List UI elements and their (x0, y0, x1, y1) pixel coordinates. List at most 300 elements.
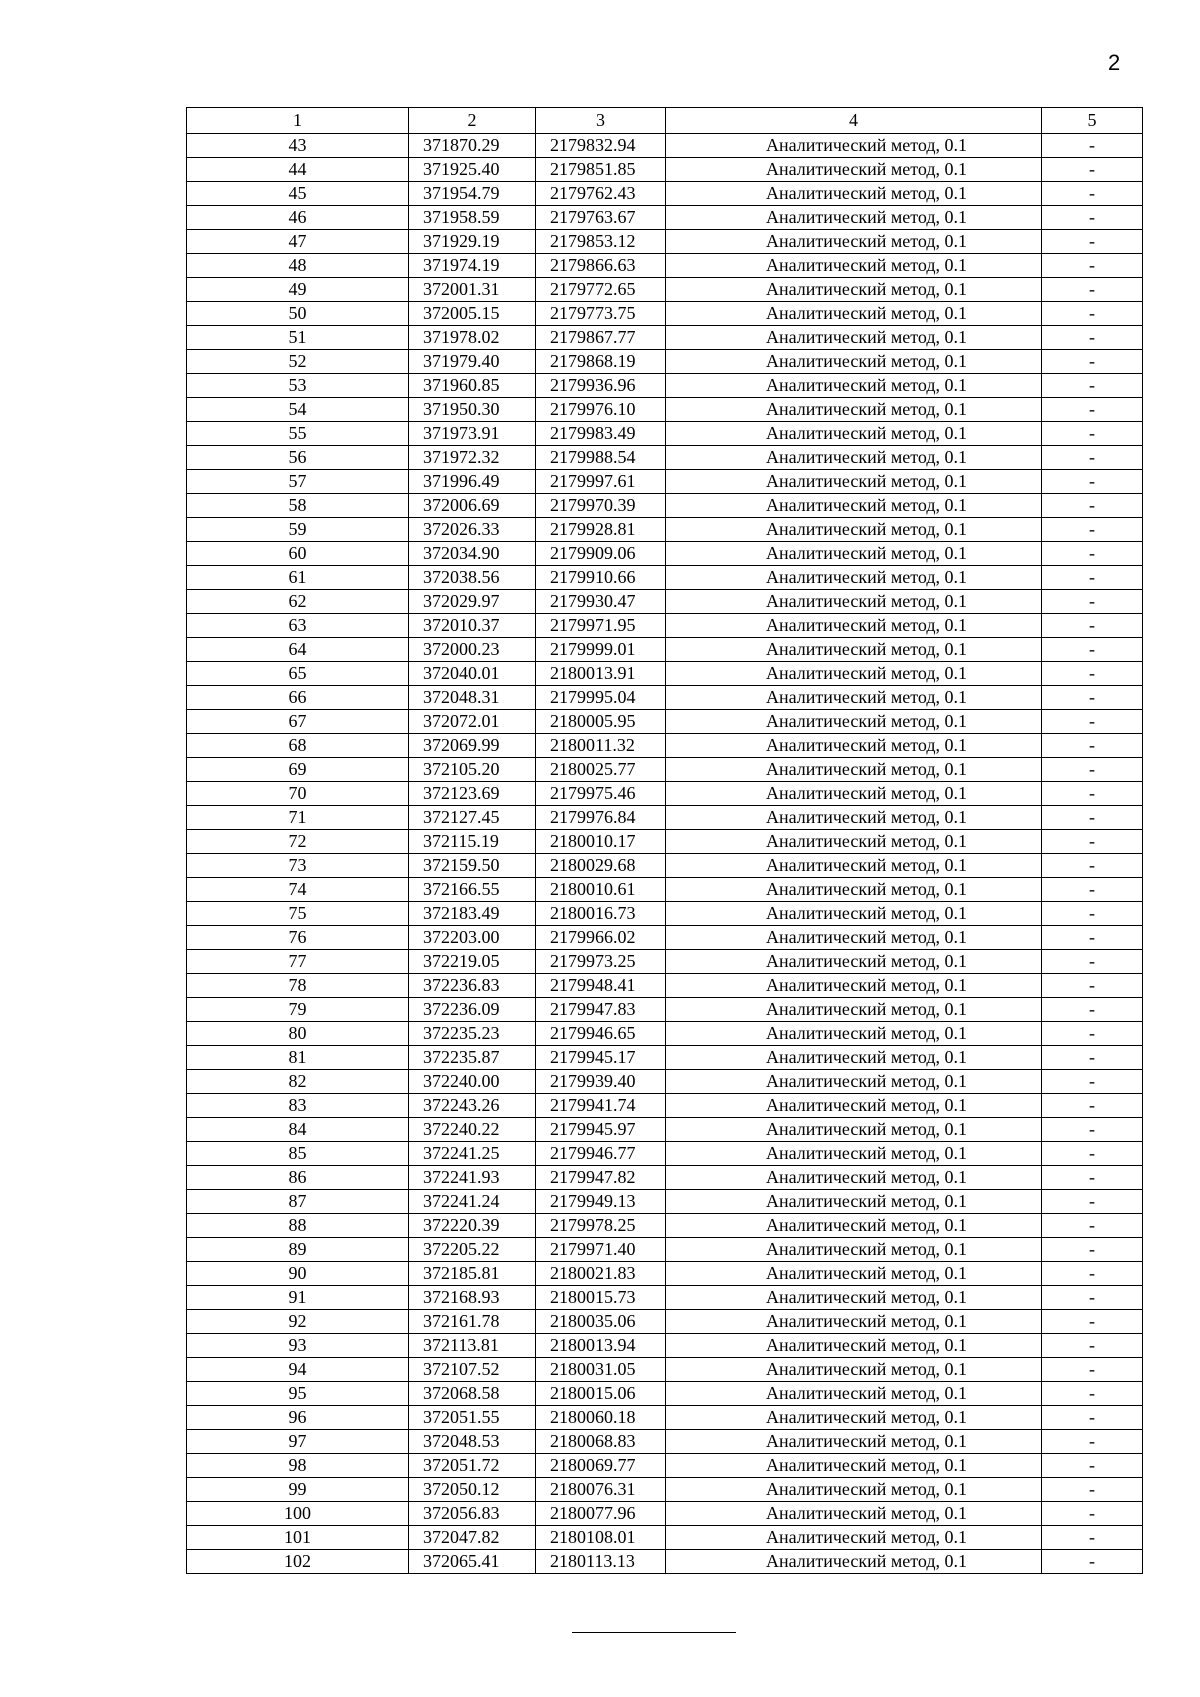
description-cell: - (1042, 182, 1143, 206)
description-cell: - (1042, 902, 1143, 926)
point-number-cell: 94 (187, 1358, 409, 1382)
description-cell: - (1042, 1430, 1143, 1454)
description-cell: - (1042, 278, 1143, 302)
table-row (187, 1310, 1143, 1334)
y-coordinate-cell: 2179970.39 (536, 494, 666, 518)
method-cell: Аналитический метод, 0.1 (666, 806, 1042, 830)
method-cell: Аналитический метод, 0.1 (666, 494, 1042, 518)
table-row (187, 566, 1143, 590)
y-coordinate-cell: 2179868.19 (536, 350, 666, 374)
point-number-cell: 67 (187, 710, 409, 734)
y-coordinate-cell: 2180013.91 (536, 662, 666, 686)
header-cell-x-coordinate: 2 (409, 108, 536, 134)
x-coordinate-cell: 372034.90 (409, 542, 536, 566)
x-coordinate-cell: 372220.39 (409, 1214, 536, 1238)
footer-rule (572, 1632, 736, 1633)
description-cell: - (1042, 302, 1143, 326)
table-row (187, 1358, 1143, 1382)
table-row (187, 1190, 1143, 1214)
point-number-cell: 96 (187, 1406, 409, 1430)
method-cell: Аналитический метод, 0.1 (666, 1166, 1042, 1190)
point-number-cell: 47 (187, 230, 409, 254)
point-number-cell: 86 (187, 1166, 409, 1190)
y-coordinate-cell: 2180029.68 (536, 854, 666, 878)
method-cell: Аналитический метод, 0.1 (666, 830, 1042, 854)
x-coordinate-cell: 372236.83 (409, 974, 536, 998)
table-row (187, 422, 1143, 446)
table-row (187, 806, 1143, 830)
y-coordinate-cell: 2179948.41 (536, 974, 666, 998)
y-coordinate-cell: 2179997.61 (536, 470, 666, 494)
point-number-cell: 72 (187, 830, 409, 854)
table-row (187, 1406, 1143, 1430)
table-row (187, 1430, 1143, 1454)
point-number-cell: 99 (187, 1478, 409, 1502)
point-number-cell: 45 (187, 182, 409, 206)
method-cell: Аналитический метод, 0.1 (666, 662, 1042, 686)
description-cell: - (1042, 230, 1143, 254)
method-cell: Аналитический метод, 0.1 (666, 1118, 1042, 1142)
point-number-cell: 88 (187, 1214, 409, 1238)
point-number-cell: 89 (187, 1238, 409, 1262)
x-coordinate-cell: 372185.81 (409, 1262, 536, 1286)
description-cell: - (1042, 446, 1143, 470)
y-coordinate-cell: 2180025.77 (536, 758, 666, 782)
method-cell: Аналитический метод, 0.1 (666, 1358, 1042, 1382)
y-coordinate-cell: 2179971.95 (536, 614, 666, 638)
table-row (187, 1166, 1143, 1190)
table-row (187, 1022, 1143, 1046)
x-coordinate-cell: 372051.72 (409, 1454, 536, 1478)
y-coordinate-cell: 2179995.04 (536, 686, 666, 710)
table-row (187, 1262, 1143, 1286)
description-cell: - (1042, 638, 1143, 662)
table-body (187, 134, 1143, 1574)
table-row (187, 326, 1143, 350)
x-coordinate-cell: 371954.79 (409, 182, 536, 206)
description-cell: - (1042, 1502, 1143, 1526)
x-coordinate-cell: 372241.25 (409, 1142, 536, 1166)
table-row (187, 974, 1143, 998)
x-coordinate-cell: 372005.15 (409, 302, 536, 326)
table-row (187, 782, 1143, 806)
method-cell: Аналитический метод, 0.1 (666, 1070, 1042, 1094)
table-row (187, 614, 1143, 638)
table-row (187, 542, 1143, 566)
table-row (187, 662, 1143, 686)
y-coordinate-cell: 2179930.47 (536, 590, 666, 614)
method-cell: Аналитический метод, 0.1 (666, 590, 1042, 614)
description-cell: - (1042, 1166, 1143, 1190)
method-cell: Аналитический метод, 0.1 (666, 1286, 1042, 1310)
method-cell: Аналитический метод, 0.1 (666, 374, 1042, 398)
method-cell: Аналитический метод, 0.1 (666, 134, 1042, 158)
y-coordinate-cell: 2180013.94 (536, 1334, 666, 1358)
method-cell: Аналитический метод, 0.1 (666, 758, 1042, 782)
description-cell: - (1042, 374, 1143, 398)
y-coordinate-cell: 2180113.13 (536, 1550, 666, 1574)
method-cell: Аналитический метод, 0.1 (666, 734, 1042, 758)
method-cell: Аналитический метод, 0.1 (666, 854, 1042, 878)
table-row (187, 1526, 1143, 1550)
table-row (187, 638, 1143, 662)
method-cell: Аналитический метод, 0.1 (666, 1526, 1042, 1550)
method-cell: Аналитический метод, 0.1 (666, 878, 1042, 902)
description-cell: - (1042, 590, 1143, 614)
method-cell: Аналитический метод, 0.1 (666, 974, 1042, 998)
point-number-cell: 55 (187, 422, 409, 446)
method-cell: Аналитический метод, 0.1 (666, 254, 1042, 278)
y-coordinate-cell: 2179971.40 (536, 1238, 666, 1262)
method-cell: Аналитический метод, 0.1 (666, 182, 1042, 206)
y-coordinate-cell: 2179983.49 (536, 422, 666, 446)
description-cell: - (1042, 878, 1143, 902)
table-row (187, 686, 1143, 710)
table-row (187, 1286, 1143, 1310)
x-coordinate-cell: 371950.30 (409, 398, 536, 422)
table-row (187, 734, 1143, 758)
y-coordinate-cell: 2179946.77 (536, 1142, 666, 1166)
method-cell: Аналитический метод, 0.1 (666, 1382, 1042, 1406)
description-cell: - (1042, 950, 1143, 974)
method-cell: Аналитический метод, 0.1 (666, 206, 1042, 230)
description-cell: - (1042, 662, 1143, 686)
x-coordinate-cell: 371996.49 (409, 470, 536, 494)
table-row (187, 1046, 1143, 1070)
method-cell: Аналитический метод, 0.1 (666, 950, 1042, 974)
point-number-cell: 79 (187, 998, 409, 1022)
method-cell: Аналитический метод, 0.1 (666, 278, 1042, 302)
y-coordinate-cell: 2180068.83 (536, 1430, 666, 1454)
x-coordinate-cell: 371978.02 (409, 326, 536, 350)
y-coordinate-cell: 2179976.84 (536, 806, 666, 830)
x-coordinate-cell: 372115.19 (409, 830, 536, 854)
description-cell: - (1042, 1382, 1143, 1406)
x-coordinate-cell: 372183.49 (409, 902, 536, 926)
method-cell: Аналитический метод, 0.1 (666, 158, 1042, 182)
point-number-cell: 102 (187, 1550, 409, 1574)
x-coordinate-cell: 372161.78 (409, 1310, 536, 1334)
table-row (187, 950, 1143, 974)
header-row (187, 108, 1143, 134)
y-coordinate-cell: 2179853.12 (536, 230, 666, 254)
table-row (187, 590, 1143, 614)
y-coordinate-cell: 2179909.06 (536, 542, 666, 566)
point-number-cell: 78 (187, 974, 409, 998)
method-cell: Аналитический метод, 0.1 (666, 902, 1042, 926)
method-cell: Аналитический метод, 0.1 (666, 782, 1042, 806)
point-number-cell: 75 (187, 902, 409, 926)
x-coordinate-cell: 372241.24 (409, 1190, 536, 1214)
x-coordinate-cell: 372205.22 (409, 1238, 536, 1262)
y-coordinate-cell: 2179978.25 (536, 1214, 666, 1238)
x-coordinate-cell: 371958.59 (409, 206, 536, 230)
method-cell: Аналитический метод, 0.1 (666, 566, 1042, 590)
y-coordinate-cell: 2180011.32 (536, 734, 666, 758)
x-coordinate-cell: 372243.26 (409, 1094, 536, 1118)
point-number-cell: 57 (187, 470, 409, 494)
table-row (187, 446, 1143, 470)
x-coordinate-cell: 372000.23 (409, 638, 536, 662)
description-cell: - (1042, 158, 1143, 182)
description-cell: - (1042, 710, 1143, 734)
table-row (187, 1238, 1143, 1262)
x-coordinate-cell: 372127.45 (409, 806, 536, 830)
table-row (187, 134, 1143, 158)
description-cell: - (1042, 1406, 1143, 1430)
point-number-cell: 76 (187, 926, 409, 950)
table-row (187, 254, 1143, 278)
table-row (187, 470, 1143, 494)
x-coordinate-cell: 372235.87 (409, 1046, 536, 1070)
y-coordinate-cell: 2180035.06 (536, 1310, 666, 1334)
table-row (187, 518, 1143, 542)
y-coordinate-cell: 2180010.61 (536, 878, 666, 902)
table-row (187, 1502, 1143, 1526)
y-coordinate-cell: 2180060.18 (536, 1406, 666, 1430)
description-cell: - (1042, 758, 1143, 782)
description-cell: - (1042, 254, 1143, 278)
x-coordinate-cell: 372235.23 (409, 1022, 536, 1046)
x-coordinate-cell: 372026.33 (409, 518, 536, 542)
x-coordinate-cell: 372047.82 (409, 1526, 536, 1550)
x-coordinate-cell: 372072.01 (409, 710, 536, 734)
table-row (187, 158, 1143, 182)
y-coordinate-cell: 2179851.85 (536, 158, 666, 182)
table-row (187, 1142, 1143, 1166)
x-coordinate-cell: 372236.09 (409, 998, 536, 1022)
point-number-cell: 92 (187, 1310, 409, 1334)
y-coordinate-cell: 2180005.95 (536, 710, 666, 734)
table-row (187, 1478, 1143, 1502)
point-number-cell: 56 (187, 446, 409, 470)
y-coordinate-cell: 2180010.17 (536, 830, 666, 854)
y-coordinate-cell: 2179999.01 (536, 638, 666, 662)
method-cell: Аналитический метод, 0.1 (666, 686, 1042, 710)
point-number-cell: 64 (187, 638, 409, 662)
table-row (187, 1094, 1143, 1118)
x-coordinate-cell: 372166.55 (409, 878, 536, 902)
method-cell: Аналитический метод, 0.1 (666, 1022, 1042, 1046)
y-coordinate-cell: 2179936.96 (536, 374, 666, 398)
x-coordinate-cell: 372010.37 (409, 614, 536, 638)
description-cell: - (1042, 1190, 1143, 1214)
point-number-cell: 90 (187, 1262, 409, 1286)
y-coordinate-cell: 2180016.73 (536, 902, 666, 926)
point-number-cell: 83 (187, 1094, 409, 1118)
table-row (187, 1334, 1143, 1358)
method-cell: Аналитический метод, 0.1 (666, 518, 1042, 542)
x-coordinate-cell: 372051.55 (409, 1406, 536, 1430)
description-cell: - (1042, 326, 1143, 350)
y-coordinate-cell: 2179976.10 (536, 398, 666, 422)
table-row (187, 1070, 1143, 1094)
header-cell-point-number: 1 (187, 108, 409, 134)
x-coordinate-cell: 371979.40 (409, 350, 536, 374)
x-coordinate-cell: 372048.31 (409, 686, 536, 710)
x-coordinate-cell: 371973.91 (409, 422, 536, 446)
method-cell: Аналитический метод, 0.1 (666, 1454, 1042, 1478)
point-number-cell: 48 (187, 254, 409, 278)
y-coordinate-cell: 2179988.54 (536, 446, 666, 470)
y-coordinate-cell: 2179762.43 (536, 182, 666, 206)
description-cell: - (1042, 974, 1143, 998)
point-number-cell: 98 (187, 1454, 409, 1478)
description-cell: - (1042, 1286, 1143, 1310)
header-cell-y-coordinate: 3 (536, 108, 666, 134)
x-coordinate-cell: 371972.32 (409, 446, 536, 470)
x-coordinate-cell: 372068.58 (409, 1382, 536, 1406)
method-cell: Аналитический метод, 0.1 (666, 326, 1042, 350)
table-row (187, 374, 1143, 398)
method-cell: Аналитический метод, 0.1 (666, 422, 1042, 446)
point-number-cell: 91 (187, 1286, 409, 1310)
point-number-cell: 70 (187, 782, 409, 806)
x-coordinate-cell: 372038.56 (409, 566, 536, 590)
x-coordinate-cell: 372219.05 (409, 950, 536, 974)
description-cell: - (1042, 1526, 1143, 1550)
x-coordinate-cell: 371960.85 (409, 374, 536, 398)
description-cell: - (1042, 854, 1143, 878)
table-row (187, 998, 1143, 1022)
point-number-cell: 54 (187, 398, 409, 422)
method-cell: Аналитический метод, 0.1 (666, 926, 1042, 950)
x-coordinate-cell: 371974.19 (409, 254, 536, 278)
point-number-cell: 68 (187, 734, 409, 758)
y-coordinate-cell: 2179945.17 (536, 1046, 666, 1070)
method-cell: Аналитический метод, 0.1 (666, 230, 1042, 254)
point-number-cell: 97 (187, 1430, 409, 1454)
x-coordinate-cell: 372240.00 (409, 1070, 536, 1094)
y-coordinate-cell: 2179928.81 (536, 518, 666, 542)
table-row (187, 182, 1143, 206)
y-coordinate-cell: 2179946.65 (536, 1022, 666, 1046)
method-cell: Аналитический метод, 0.1 (666, 1238, 1042, 1262)
table-header (187, 108, 1143, 134)
y-coordinate-cell: 2180031.05 (536, 1358, 666, 1382)
method-cell: Аналитический метод, 0.1 (666, 1550, 1042, 1574)
y-coordinate-cell: 2179966.02 (536, 926, 666, 950)
method-cell: Аналитический метод, 0.1 (666, 1334, 1042, 1358)
x-coordinate-cell: 372168.93 (409, 1286, 536, 1310)
table-row (187, 206, 1143, 230)
y-coordinate-cell: 2179867.77 (536, 326, 666, 350)
y-coordinate-cell: 2180021.83 (536, 1262, 666, 1286)
description-cell: - (1042, 1142, 1143, 1166)
point-number-cell: 53 (187, 374, 409, 398)
description-cell: - (1042, 350, 1143, 374)
x-coordinate-cell: 371925.40 (409, 158, 536, 182)
table-row (187, 1214, 1143, 1238)
x-coordinate-cell: 372001.31 (409, 278, 536, 302)
description-cell: - (1042, 1070, 1143, 1094)
point-number-cell: 100 (187, 1502, 409, 1526)
method-cell: Аналитический метод, 0.1 (666, 1430, 1042, 1454)
table-row (187, 1382, 1143, 1406)
x-coordinate-cell: 372048.53 (409, 1430, 536, 1454)
x-coordinate-cell: 371929.19 (409, 230, 536, 254)
point-number-cell: 93 (187, 1334, 409, 1358)
point-number-cell: 51 (187, 326, 409, 350)
point-number-cell: 84 (187, 1118, 409, 1142)
method-cell: Аналитический метод, 0.1 (666, 1190, 1042, 1214)
point-number-cell: 85 (187, 1142, 409, 1166)
table-row (187, 398, 1143, 422)
table-row (187, 350, 1143, 374)
y-coordinate-cell: 2180076.31 (536, 1478, 666, 1502)
x-coordinate-cell: 372241.93 (409, 1166, 536, 1190)
table-row (187, 854, 1143, 878)
description-cell: - (1042, 1094, 1143, 1118)
x-coordinate-cell: 372105.20 (409, 758, 536, 782)
method-cell: Аналитический метод, 0.1 (666, 1502, 1042, 1526)
table-row (187, 1118, 1143, 1142)
description-cell: - (1042, 1478, 1143, 1502)
description-cell: - (1042, 998, 1143, 1022)
x-coordinate-cell: 372240.22 (409, 1118, 536, 1142)
x-coordinate-cell: 372203.00 (409, 926, 536, 950)
table-row (187, 830, 1143, 854)
y-coordinate-cell: 2179947.82 (536, 1166, 666, 1190)
point-number-cell: 59 (187, 518, 409, 542)
method-cell: Аналитический метод, 0.1 (666, 1142, 1042, 1166)
description-cell: - (1042, 1214, 1143, 1238)
y-coordinate-cell: 2179939.40 (536, 1070, 666, 1094)
method-cell: Аналитический метод, 0.1 (666, 1478, 1042, 1502)
method-cell: Аналитический метод, 0.1 (666, 470, 1042, 494)
y-coordinate-cell: 2180108.01 (536, 1526, 666, 1550)
x-coordinate-cell: 372056.83 (409, 1502, 536, 1526)
method-cell: Аналитический метод, 0.1 (666, 302, 1042, 326)
table-row (187, 278, 1143, 302)
point-number-cell: 49 (187, 278, 409, 302)
table-row (187, 902, 1143, 926)
description-cell: - (1042, 686, 1143, 710)
table-row (187, 230, 1143, 254)
y-coordinate-cell: 2180077.96 (536, 1502, 666, 1526)
description-cell: - (1042, 1310, 1143, 1334)
y-coordinate-cell: 2179773.75 (536, 302, 666, 326)
method-cell: Аналитический метод, 0.1 (666, 614, 1042, 638)
point-number-cell: 101 (187, 1526, 409, 1550)
y-coordinate-cell: 2179941.74 (536, 1094, 666, 1118)
description-cell: - (1042, 1262, 1143, 1286)
description-cell: - (1042, 1022, 1143, 1046)
point-number-cell: 52 (187, 350, 409, 374)
point-number-cell: 87 (187, 1190, 409, 1214)
point-number-cell: 69 (187, 758, 409, 782)
point-number-cell: 74 (187, 878, 409, 902)
description-cell: - (1042, 1454, 1143, 1478)
point-number-cell: 77 (187, 950, 409, 974)
x-coordinate-cell: 372050.12 (409, 1478, 536, 1502)
y-coordinate-cell: 2179949.13 (536, 1190, 666, 1214)
point-number-cell: 62 (187, 590, 409, 614)
point-number-cell: 61 (187, 566, 409, 590)
coordinates-table (186, 107, 1143, 1574)
method-cell: Аналитический метод, 0.1 (666, 542, 1042, 566)
method-cell: Аналитический метод, 0.1 (666, 998, 1042, 1022)
table-row (187, 926, 1143, 950)
header-cell-method: 4 (666, 108, 1042, 134)
point-number-cell: 73 (187, 854, 409, 878)
point-number-cell: 81 (187, 1046, 409, 1070)
point-number-cell: 46 (187, 206, 409, 230)
x-coordinate-cell: 372006.69 (409, 494, 536, 518)
y-coordinate-cell: 2179763.67 (536, 206, 666, 230)
point-number-cell: 58 (187, 494, 409, 518)
table-row (187, 1454, 1143, 1478)
